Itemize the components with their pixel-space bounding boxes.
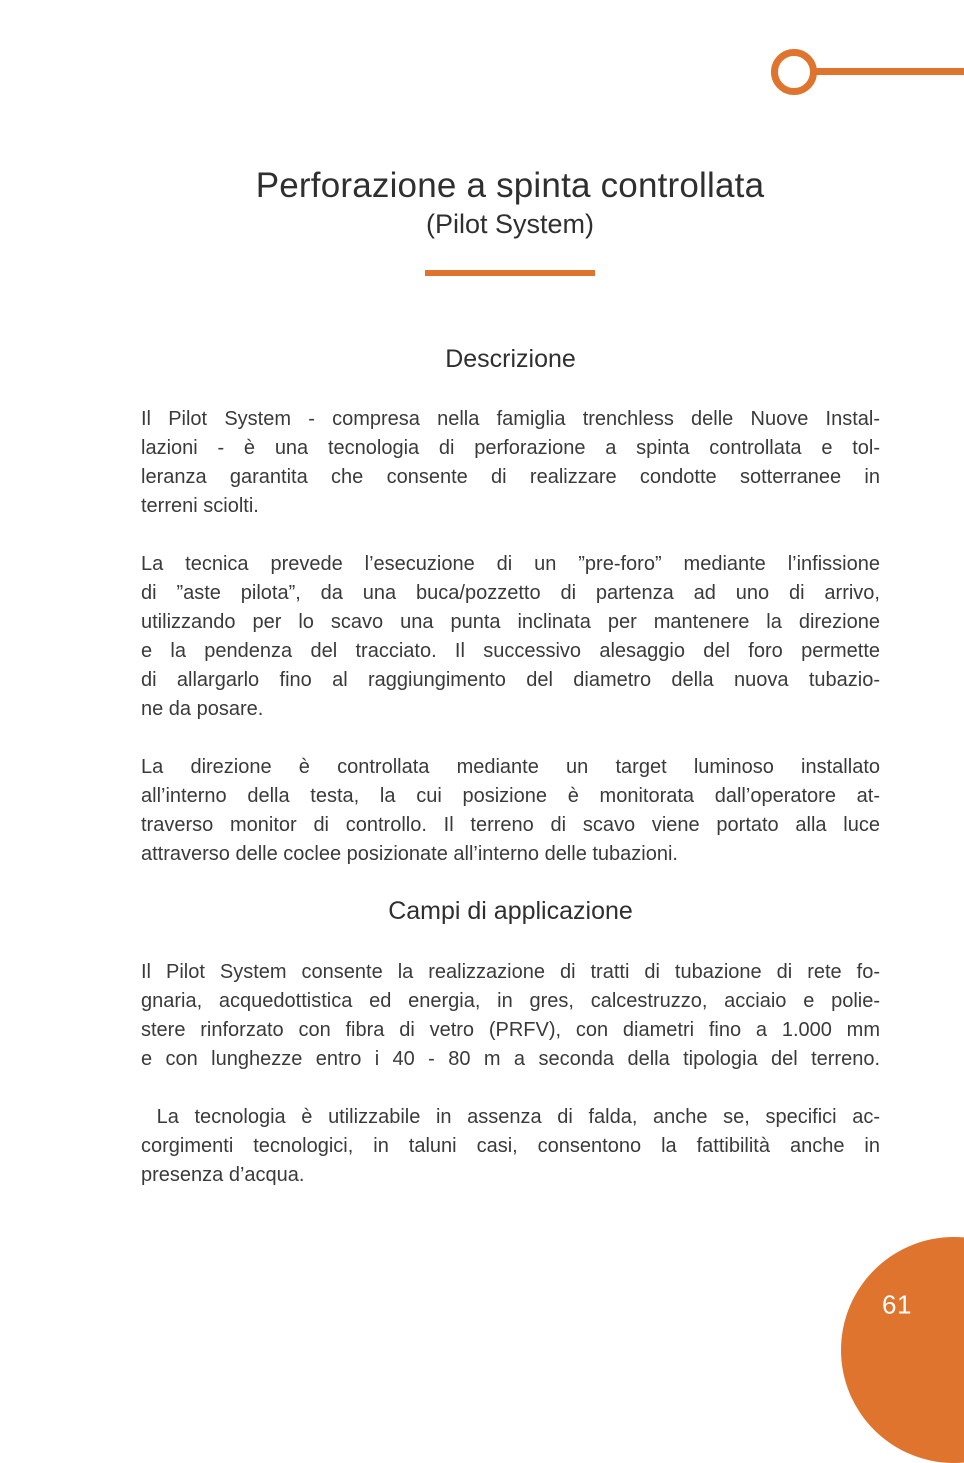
text-line: Il Pilot System consente la realizzazione di tratti di tubazione di rete fo- <box>141 961 880 983</box>
decorative-line <box>816 68 964 75</box>
page-number: 61 <box>882 1289 912 1320</box>
text-line: traverso monitor di controllo. Il terreno di scavo viene portato alla luce <box>141 814 880 836</box>
text-line: La tecnologia è utilizzabile in assenza di falda, anche se, specifici ac- <box>141 1106 880 1128</box>
title-block <box>112 164 908 241</box>
text-line: di ”aste pilota”, da una buca/pozzetto di partenza ad uno di arrivo, <box>141 582 880 604</box>
text-line: leranza garantita che consente di realizzare condotte sotterranee in <box>141 466 880 488</box>
page-number-badge <box>841 1237 964 1463</box>
paragraph-tecnica <box>141 550 880 724</box>
text-line: utilizzando per lo scavo una punta inclinata per mantenere la direzione <box>141 611 880 633</box>
page-title: Perforazione a spinta controllata <box>255 166 765 205</box>
text-line: e con lunghezze entro i 40 - 80 m a seconda della tipologia del terreno. <box>141 1048 880 1070</box>
text-line: La direzione è controllata mediante un target luminoso installato <box>141 756 880 778</box>
text-line: Il Pilot System - compresa nella famiglia trenchless delle Nuove Instal- <box>141 408 880 430</box>
paragraph-applicazioni <box>141 958 880 1074</box>
ring-icon <box>771 49 817 95</box>
paragraph-intro <box>141 405 880 521</box>
text-line: terreni sciolti. <box>141 495 259 517</box>
section-heading-campi-di-applicazione: Campi di applicazione <box>388 897 633 925</box>
text-line: La tecnica prevede l’esecuzione di un ”pre-foro” mediante l’infissione <box>141 553 880 575</box>
section-heading-descrizione: Descrizione <box>445 345 576 373</box>
paragraph-direzione <box>141 753 880 869</box>
text-line: all’interno della testa, la cui posizione è monitorata dall’operatore at- <box>141 785 880 807</box>
text-line: di allargarlo fino al raggiungimento del diametro della nuova tubazio- <box>141 669 880 691</box>
text-line: e la pendenza del tracciato. Il successivo alesaggio del foro permette <box>141 640 880 662</box>
text-line: ne da posare. <box>141 698 264 720</box>
title-divider <box>425 270 595 276</box>
page-subtitle: (Pilot System) <box>425 209 595 239</box>
text-line: gnaria, acquedottistica ed energia, in gres, calcestruzzo, acciaio e polie- <box>141 990 880 1012</box>
text-line: presenza d’acqua. <box>141 1164 305 1186</box>
text-line: attraverso delle coclee posizionate all’interno delle tubazioni. <box>141 843 678 865</box>
text-line: lazioni - è una tecnologia di perforazione a spinta controllata e tol- <box>141 437 880 459</box>
paragraph-falda <box>141 1103 880 1190</box>
text-line: corgimenti tecnologici, in taluni casi, consentono la fattibilità anche in <box>141 1135 880 1157</box>
text-line: stere rinforzato con fibra di vetro (PRFV), con diametri fino a 1.000 mm <box>141 1019 880 1041</box>
